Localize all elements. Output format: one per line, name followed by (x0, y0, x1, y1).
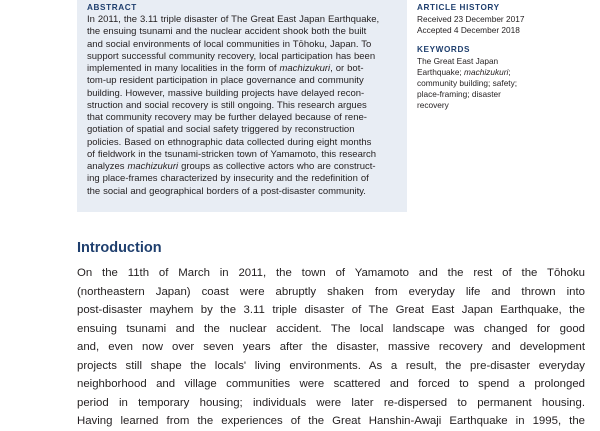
abstract-line: the ensuing tsunami and the nuclear accident shook both the built (87, 26, 367, 38)
body-line: post-disaster mayhem by the 3.11 triple disaster of The Great East Japan Earthquake, the (77, 304, 585, 316)
abstract-line: implemented in many localities in the form of machizukuri, or bot- (87, 63, 364, 74)
body-line: (northeastern Japan) coast were abruptly shaken from everyday life and thrown into (77, 285, 585, 298)
keyword-line: recovery (417, 100, 449, 110)
body-line: On the 11th of March in 2011, the town of Yamamoto and the rest of the Tōhoku (77, 267, 585, 279)
keywords-heading: KEYWORDS (417, 45, 471, 54)
keyword-line: community building; safety; (417, 78, 518, 88)
keyword-line: place-framing; disaster (417, 89, 501, 99)
abstract-line: the social and geographical borders of a post-disaster community. (87, 185, 366, 197)
introduction-text (77, 264, 585, 431)
abstract-line: building. However, massive building projects have delayed recon- (87, 87, 365, 99)
abstract-line: gotiation of spatial and social safety triggered by reconstruction (87, 124, 355, 136)
keywords (417, 45, 597, 111)
keyword-line: Earthquake; machizukuri; (417, 67, 511, 77)
introduction-heading: Introduction (77, 240, 162, 256)
abstract-heading: ABSTRACT (87, 3, 137, 12)
abstract-line: and social environments of local communities in Tōhoku, Japan. To (87, 38, 372, 50)
keyword-line: The Great East Japan (417, 56, 499, 66)
abstract-line: analyzes machizukuri groups as collective actors who are construct- (87, 161, 376, 172)
abstract-line: of fieldwork in the tsunami-stricken town of Yamamoto, this research (87, 148, 377, 160)
body-line: Having learned from the experiences of the Great Hanshin-Awaji Earthquake in 1995, the (77, 415, 585, 427)
article-history-heading: ARTICLE HISTORY (417, 3, 500, 12)
abstract-line: support successful community recovery, local participation has been (87, 50, 376, 62)
accepted-date: Accepted 4 December 2018 (417, 25, 520, 35)
abstract-line: ing place-frames characterized by insecurity and the redefinition of (87, 173, 369, 185)
abstract-line: policies. Based on ethnographic data collected during eight months (87, 136, 372, 148)
abstract-text (87, 14, 405, 198)
abstract-line: that community recovery may be further delayed because of rene- (87, 112, 367, 123)
article-history (417, 3, 597, 36)
body-line: ensuing tsunami and the nuclear accident. The local landscape was changed for good (77, 322, 585, 335)
body-line: neighborhood and village communities were scattered and forced to spend a prolonged (77, 378, 585, 390)
abstract-line: In 2011, the 3.11 triple disaster of The Great East Japan Earthquake, (87, 14, 380, 25)
body-line: projects still shape the locals' living environments. As a result, the pre-disaster everyday (77, 359, 585, 372)
abstract-line: struction and social recovery is still ongoing. This research argues (87, 99, 367, 111)
body-line: and, even now over seven years after the disaster, massive recovery and development (77, 341, 585, 353)
received-date: Received 23 December 2017 (417, 14, 525, 24)
body-line: period in temporary housing; individuals were later re-dispersed to permanent housing. (77, 396, 585, 409)
abstract-box (77, 0, 407, 212)
abstract-line: tom-up resident participation in place governance and community (87, 75, 364, 87)
